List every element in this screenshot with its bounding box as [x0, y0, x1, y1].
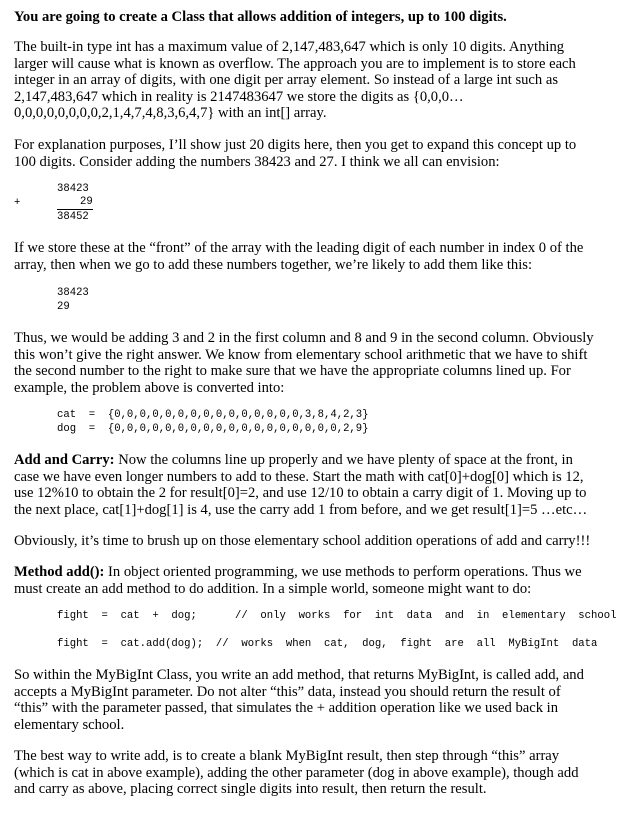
example-second-number: 29 — [80, 196, 93, 208]
sum-underline — [57, 209, 93, 210]
paragraph-mybigint-add: So within the MyBigInt Class, you write an add method, that returns MyBigInt, is called add, and accepts a MyBigInt parameter. Do not alter “this” data, instead you should return the result of “this” with the parameter passed, that simulates the + addition operation like we used back in elementary school. — [14, 667, 584, 733]
add-and-carry-body: Now the columns line up properly and we have plenty of space at the front, in case we have even longer numbers to add to these. Start the math with cat[0]+dog[0] which is 12, use 12%10 to obtain the 2 for result[0]=2, and use 12/10 to obtain a carry digit of 1. Moving up to the next place, cat[1]+dog[1] is 4, use the carry add 1 from before, and we get result[1]=5 …etc… — [14, 452, 588, 518]
paragraph-overflow: The built-in type int has a maximum value of 2,147,483,647 which is only 10 digits. Anything larger will cause what is known as overflow. The approach you are to implement is to store each integer in an array of digits, with one digit per array element. So instead of a large int such as 2,147,483,647 which in reality is 2147483647 we store the digits as {0,0,0…0,0,0,0,0,0,0,0,2,1,4,7,4,8,3,6,4,7} with an int[] array. — [14, 39, 576, 121]
code-line-int: fight = cat + dog; // only works for int data and in elementary school — [57, 610, 617, 622]
plus-sign: + — [14, 197, 21, 209]
cat-array: cat = {0,0,0,0,0,0,0,0,0,0,0,0,0,0,0,3,8,4,2,3} — [57, 409, 369, 421]
dog-array: dog = {0,0,0,0,0,0,0,0,0,0,0,0,0,0,0,0,0,0,2,9} — [57, 423, 369, 435]
example-top-number: 38423 — [57, 183, 89, 195]
paragraph-best-way: The best way to write add, is to create a blank MyBigInt result, then step through “this” array (which is cat in above example), adding the other parameter (dog in above example), though add and carry as above, placing correct single digits into result, then return the result. — [14, 748, 579, 797]
code-line-mybigint: fight = cat.add(dog); // works when cat, dog, fight are all MyBigInt data — [57, 638, 598, 650]
add-and-carry-heading: Add and Carry: — [14, 452, 115, 468]
paragraph-front-storage: If we store these at the “front” of the array with the leading digit of each number in index 0 of the array, then when we go to add these numbers together, we’re likely to add them like this: — [14, 240, 584, 273]
paragraph-explanation: For explanation purposes, I’ll show just 20 digits here, then you get to expand this concept up to 100 digits. Consider adding the numbers 38423 and 27. I think we all can envision: — [14, 137, 577, 170]
method-add-heading: Method add(): — [14, 564, 105, 580]
method-add-body: In object oriented programming, we use methods to perform operations. Thus we must create an add method to do addition. In a simple world, someone might want to do: — [14, 564, 582, 597]
misaligned-line-1: 38423 — [57, 287, 89, 299]
paragraph-shift: Thus, we would be adding 3 and 2 in the first column and 8 and 9 in the second column. Obviously this won’t give the right answer. We know from elementary school arithmetic that we have to shift the second number to the right to make sure that we have the appropriate columns lined up. For example, the problem above is converted into: — [14, 330, 594, 396]
paragraph-method-add — [14, 564, 596, 597]
paragraph-add-and-carry — [14, 452, 596, 518]
paragraph-obviously: Obviously, it’s time to brush up on those elementary school addition operations of add and carry!!! — [14, 533, 591, 549]
example-result-number: 38452 — [57, 211, 89, 223]
misaligned-line-2: 29 — [57, 301, 70, 313]
document-title: You are going to create a Class that allows addition of integers, up to 100 digits. — [14, 9, 507, 25]
